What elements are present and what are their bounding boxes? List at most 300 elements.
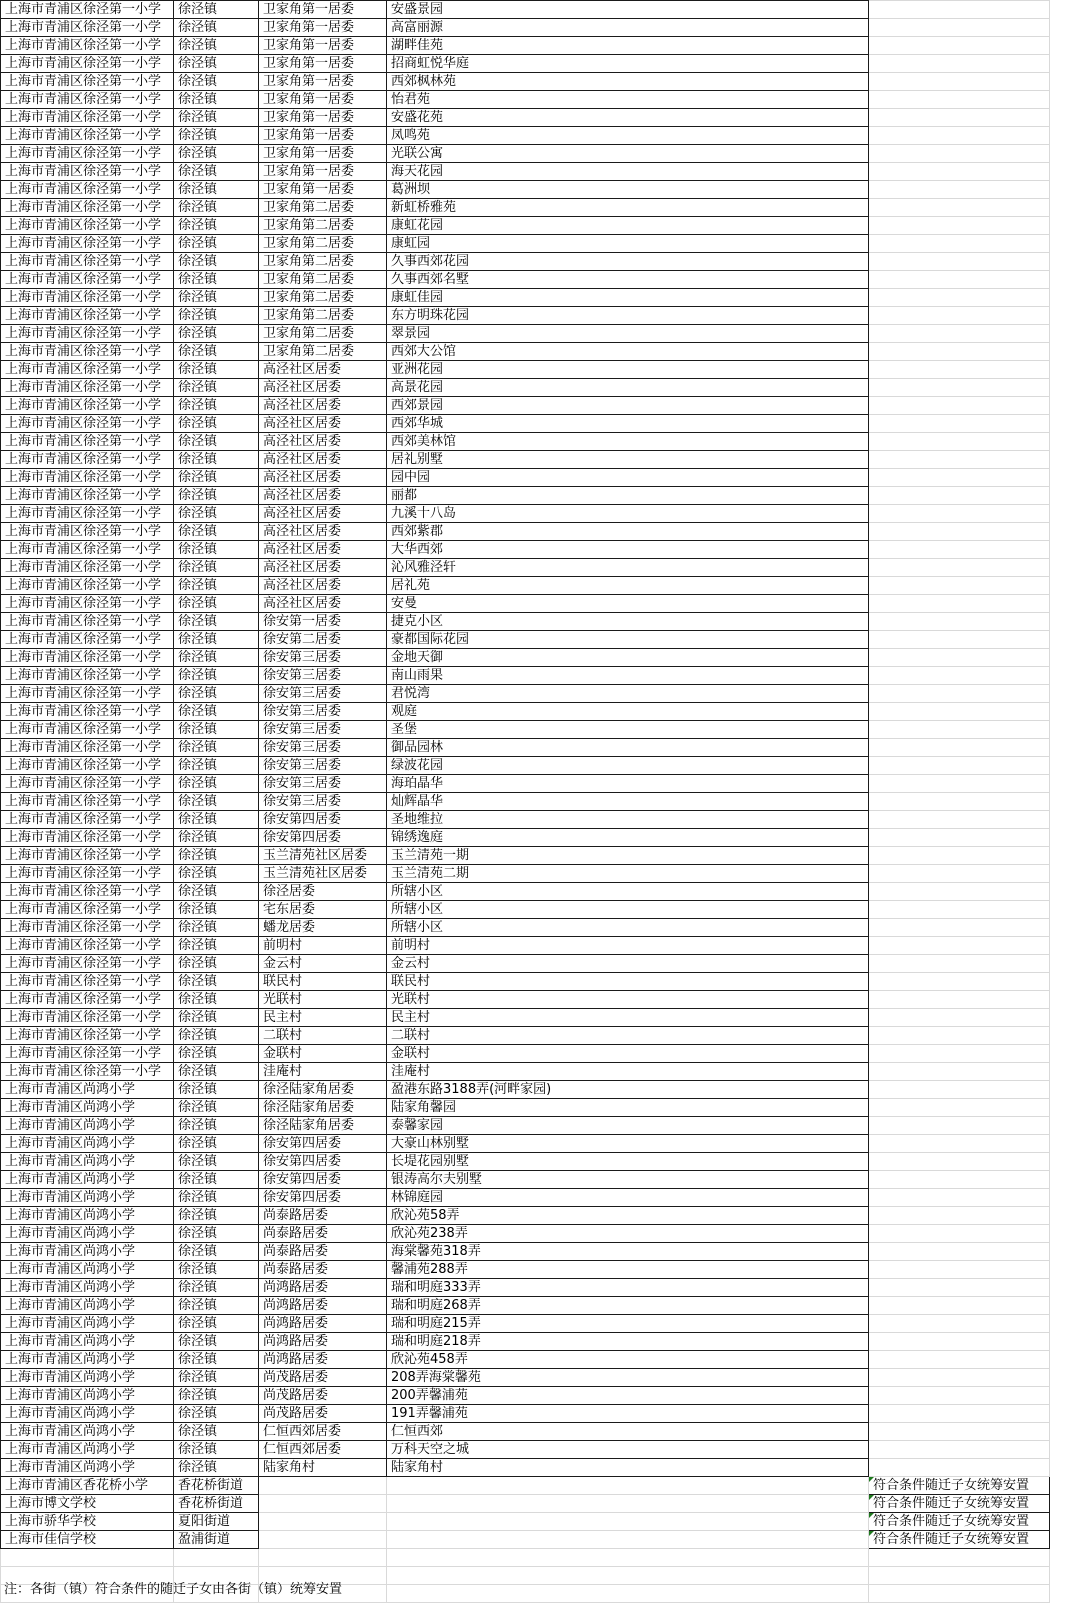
remark-cell[interactable] [869, 1279, 1050, 1297]
community-cell[interactable]: 观庭 [387, 703, 869, 721]
town-cell[interactable]: 徐泾镇 [174, 1081, 259, 1099]
school-cell[interactable]: 上海市青浦区徐泾第一小学 [1, 973, 174, 991]
remark-cell[interactable] [869, 559, 1050, 577]
town-cell[interactable]: 徐泾镇 [174, 577, 259, 595]
school-cell[interactable]: 上海市青浦区徐泾第一小学 [1, 253, 174, 271]
committee-cell[interactable]: 徐安第三居委 [259, 685, 387, 703]
school-cell[interactable]: 上海市青浦区尚鸿小学 [1, 1297, 174, 1315]
school-cell[interactable]: 上海市青浦区尚鸿小学 [1, 1099, 174, 1117]
committee-cell[interactable]: 仁恒西郊居委 [259, 1423, 387, 1441]
school-cell[interactable]: 上海市青浦区徐泾第一小学 [1, 703, 174, 721]
committee-cell[interactable]: 徐安第三居委 [259, 667, 387, 685]
school-cell[interactable]: 上海市青浦区尚鸿小学 [1, 1333, 174, 1351]
town-cell[interactable]: 徐泾镇 [174, 1441, 259, 1459]
community-cell[interactable] [387, 1477, 869, 1495]
school-cell[interactable]: 上海市青浦区徐泾第一小学 [1, 469, 174, 487]
town-cell[interactable]: 徐泾镇 [174, 1027, 259, 1045]
community-cell[interactable]: 盈港东路3188弄(河畔家园) [387, 1081, 869, 1099]
town-cell[interactable]: 徐泾镇 [174, 1351, 259, 1369]
remark-cell[interactable] [869, 757, 1050, 775]
town-cell[interactable]: 徐泾镇 [174, 505, 259, 523]
empty-cell[interactable] [869, 1549, 1050, 1567]
community-cell[interactable]: 高富丽源 [387, 19, 869, 37]
remark-cell[interactable] [869, 991, 1050, 1009]
committee-cell[interactable]: 高泾社区居委 [259, 487, 387, 505]
remark-cell[interactable] [869, 91, 1050, 109]
school-cell[interactable]: 上海市青浦区徐泾第一小学 [1, 685, 174, 703]
remark-cell[interactable] [869, 325, 1050, 343]
school-cell[interactable]: 上海市青浦区徐泾第一小学 [1, 19, 174, 37]
remark-cell[interactable]: 符合条件随迁子女统筹安置 [869, 1477, 1050, 1495]
remark-cell[interactable] [869, 937, 1050, 955]
community-cell[interactable]: 洼庵村 [387, 1063, 869, 1081]
school-cell[interactable]: 上海市青浦区徐泾第一小学 [1, 613, 174, 631]
committee-cell[interactable]: 卫家角第一居委 [259, 127, 387, 145]
school-cell[interactable]: 上海市青浦区徐泾第一小学 [1, 217, 174, 235]
town-cell[interactable]: 徐泾镇 [174, 145, 259, 163]
committee-cell[interactable] [259, 1531, 387, 1549]
committee-cell[interactable]: 卫家角第一居委 [259, 1, 387, 19]
remark-cell[interactable] [869, 1171, 1050, 1189]
town-cell[interactable]: 徐泾镇 [174, 181, 259, 199]
school-cell[interactable]: 上海市青浦区徐泾第一小学 [1, 271, 174, 289]
town-cell[interactable]: 徐泾镇 [174, 253, 259, 271]
community-cell[interactable]: 海珀晶华 [387, 775, 869, 793]
community-cell[interactable]: 金地天御 [387, 649, 869, 667]
committee-cell[interactable]: 卫家角第二居委 [259, 199, 387, 217]
community-cell[interactable]: 亚洲花园 [387, 361, 869, 379]
committee-cell[interactable]: 徐安第三居委 [259, 649, 387, 667]
town-cell[interactable]: 徐泾镇 [174, 1243, 259, 1261]
committee-cell[interactable]: 卫家角第二居委 [259, 253, 387, 271]
remark-cell[interactable] [869, 451, 1050, 469]
town-cell[interactable]: 徐泾镇 [174, 703, 259, 721]
school-cell[interactable]: 上海市青浦区徐泾第一小学 [1, 451, 174, 469]
town-cell[interactable]: 徐泾镇 [174, 1171, 259, 1189]
school-cell[interactable]: 上海市青浦区徐泾第一小学 [1, 163, 174, 181]
remark-cell[interactable] [869, 631, 1050, 649]
community-cell[interactable]: 西郊大公馆 [387, 343, 869, 361]
committee-cell[interactable]: 尚茂路居委 [259, 1369, 387, 1387]
remark-cell[interactable] [869, 397, 1050, 415]
school-cell[interactable]: 上海市佳信学校 [1, 1531, 174, 1549]
town-cell[interactable]: 夏阳街道 [174, 1513, 259, 1531]
remark-cell[interactable]: 符合条件随迁子女统筹安置 [869, 1495, 1050, 1513]
community-cell[interactable]: 191弄馨浦苑 [387, 1405, 869, 1423]
town-cell[interactable]: 徐泾镇 [174, 541, 259, 559]
remark-cell[interactable] [869, 145, 1050, 163]
committee-cell[interactable]: 徐安第三居委 [259, 739, 387, 757]
school-cell[interactable]: 上海市青浦区徐泾第一小学 [1, 73, 174, 91]
town-cell[interactable]: 徐泾镇 [174, 217, 259, 235]
remark-cell[interactable] [869, 1009, 1050, 1027]
school-cell[interactable]: 上海市青浦区尚鸿小学 [1, 1135, 174, 1153]
empty-cell[interactable] [259, 1549, 387, 1567]
town-cell[interactable]: 徐泾镇 [174, 271, 259, 289]
remark-cell[interactable] [869, 1423, 1050, 1441]
committee-cell[interactable]: 徐安第四居委 [259, 1153, 387, 1171]
remark-cell[interactable] [869, 1243, 1050, 1261]
community-cell[interactable]: 凤鸣苑 [387, 127, 869, 145]
town-cell[interactable]: 徐泾镇 [174, 1405, 259, 1423]
remark-cell[interactable] [869, 595, 1050, 613]
community-cell[interactable]: 沁风雅泾轩 [387, 559, 869, 577]
remark-cell[interactable] [869, 343, 1050, 361]
remark-cell[interactable] [869, 919, 1050, 937]
remark-cell[interactable] [869, 1207, 1050, 1225]
remark-cell[interactable] [869, 1315, 1050, 1333]
remark-cell[interactable] [869, 235, 1050, 253]
town-cell[interactable]: 徐泾镇 [174, 1099, 259, 1117]
town-cell[interactable]: 徐泾镇 [174, 685, 259, 703]
town-cell[interactable]: 徐泾镇 [174, 361, 259, 379]
town-cell[interactable]: 徐泾镇 [174, 559, 259, 577]
community-cell[interactable]: 玉兰清苑一期 [387, 847, 869, 865]
empty-cell[interactable] [869, 1585, 1050, 1603]
school-cell[interactable]: 上海市青浦区徐泾第一小学 [1, 541, 174, 559]
school-cell[interactable]: 上海市青浦区徐泾第一小学 [1, 847, 174, 865]
town-cell[interactable]: 徐泾镇 [174, 1117, 259, 1135]
town-cell[interactable]: 徐泾镇 [174, 595, 259, 613]
community-cell[interactable]: 安曼 [387, 595, 869, 613]
community-cell[interactable]: 康虹花园 [387, 217, 869, 235]
school-cell[interactable]: 上海市青浦区尚鸿小学 [1, 1189, 174, 1207]
committee-cell[interactable]: 光联村 [259, 991, 387, 1009]
remark-cell[interactable] [869, 1135, 1050, 1153]
committee-cell[interactable]: 尚泰路居委 [259, 1261, 387, 1279]
committee-cell[interactable]: 卫家角第二居委 [259, 235, 387, 253]
committee-cell[interactable]: 徐安第四居委 [259, 1135, 387, 1153]
committee-cell[interactable]: 民主村 [259, 1009, 387, 1027]
remark-cell[interactable]: 符合条件随迁子女统筹安置 [869, 1531, 1050, 1549]
remark-cell[interactable] [869, 1297, 1050, 1315]
committee-cell[interactable]: 徐安第三居委 [259, 793, 387, 811]
remark-cell[interactable] [869, 289, 1050, 307]
town-cell[interactable]: 香花桥街道 [174, 1477, 259, 1495]
town-cell[interactable]: 徐泾镇 [174, 1189, 259, 1207]
committee-cell[interactable]: 高泾社区居委 [259, 595, 387, 613]
remark-cell[interactable] [869, 865, 1050, 883]
town-cell[interactable]: 徐泾镇 [174, 883, 259, 901]
remark-cell[interactable] [869, 883, 1050, 901]
remark-cell[interactable] [869, 1405, 1050, 1423]
school-cell[interactable]: 上海市青浦区尚鸿小学 [1, 1171, 174, 1189]
town-cell[interactable]: 徐泾镇 [174, 613, 259, 631]
committee-cell[interactable]: 洼庵村 [259, 1063, 387, 1081]
town-cell[interactable]: 徐泾镇 [174, 919, 259, 937]
school-cell[interactable]: 上海市青浦区徐泾第一小学 [1, 937, 174, 955]
committee-cell[interactable]: 二联村 [259, 1027, 387, 1045]
school-cell[interactable]: 上海市青浦区徐泾第一小学 [1, 145, 174, 163]
remark-cell[interactable] [869, 1117, 1050, 1135]
school-cell[interactable]: 上海市青浦区尚鸿小学 [1, 1351, 174, 1369]
school-cell[interactable]: 上海市青浦区尚鸿小学 [1, 1153, 174, 1171]
town-cell[interactable]: 徐泾镇 [174, 901, 259, 919]
town-cell[interactable]: 徐泾镇 [174, 991, 259, 1009]
committee-cell[interactable]: 尚泰路居委 [259, 1243, 387, 1261]
school-cell[interactable]: 上海市青浦区尚鸿小学 [1, 1441, 174, 1459]
remark-cell[interactable] [869, 901, 1050, 919]
community-cell[interactable]: 泰馨家园 [387, 1117, 869, 1135]
school-cell[interactable]: 上海市青浦区徐泾第一小学 [1, 487, 174, 505]
remark-cell[interactable] [869, 379, 1050, 397]
remark-cell[interactable] [869, 19, 1050, 37]
school-cell[interactable]: 上海市青浦区徐泾第一小学 [1, 109, 174, 127]
committee-cell[interactable]: 金云村 [259, 955, 387, 973]
school-cell[interactable]: 上海市青浦区徐泾第一小学 [1, 415, 174, 433]
community-cell[interactable]: 大华西郊 [387, 541, 869, 559]
town-cell[interactable]: 徐泾镇 [174, 955, 259, 973]
community-cell[interactable]: 安盛花苑 [387, 109, 869, 127]
committee-cell[interactable]: 高泾社区居委 [259, 397, 387, 415]
committee-cell[interactable]: 徐安第四居委 [259, 829, 387, 847]
school-cell[interactable]: 上海市青浦区徐泾第一小学 [1, 289, 174, 307]
town-cell[interactable]: 徐泾镇 [174, 667, 259, 685]
committee-cell[interactable]: 尚鸿路居委 [259, 1351, 387, 1369]
committee-cell[interactable]: 高泾社区居委 [259, 577, 387, 595]
community-cell[interactable]: 海天花园 [387, 163, 869, 181]
town-cell[interactable]: 徐泾镇 [174, 451, 259, 469]
community-cell[interactable]: 圣堡 [387, 721, 869, 739]
community-cell[interactable]: 翠景园 [387, 325, 869, 343]
remark-cell[interactable] [869, 109, 1050, 127]
town-cell[interactable]: 徐泾镇 [174, 1459, 259, 1477]
community-cell[interactable]: 所辖小区 [387, 883, 869, 901]
school-cell[interactable]: 上海市青浦区尚鸿小学 [1, 1369, 174, 1387]
community-cell[interactable]: 金联村 [387, 1045, 869, 1063]
town-cell[interactable]: 徐泾镇 [174, 649, 259, 667]
remark-cell[interactable]: 符合条件随迁子女统筹安置 [869, 1513, 1050, 1531]
town-cell[interactable]: 徐泾镇 [174, 487, 259, 505]
committee-cell[interactable]: 高泾社区居委 [259, 379, 387, 397]
remark-cell[interactable] [869, 127, 1050, 145]
town-cell[interactable]: 徐泾镇 [174, 109, 259, 127]
town-cell[interactable]: 徐泾镇 [174, 847, 259, 865]
empty-cell[interactable] [869, 1567, 1050, 1585]
school-cell[interactable]: 上海市青浦区尚鸿小学 [1, 1261, 174, 1279]
town-cell[interactable]: 徐泾镇 [174, 73, 259, 91]
remark-cell[interactable] [869, 37, 1050, 55]
committee-cell[interactable]: 高泾社区居委 [259, 559, 387, 577]
school-cell[interactable]: 上海市青浦区徐泾第一小学 [1, 811, 174, 829]
remark-cell[interactable] [869, 1369, 1050, 1387]
school-cell[interactable]: 上海市博文学校 [1, 1495, 174, 1513]
town-cell[interactable]: 徐泾镇 [174, 1045, 259, 1063]
community-cell[interactable]: 所辖小区 [387, 901, 869, 919]
town-cell[interactable]: 徐泾镇 [174, 1261, 259, 1279]
remark-cell[interactable] [869, 613, 1050, 631]
town-cell[interactable]: 徐泾镇 [174, 1315, 259, 1333]
community-cell[interactable]: 园中园 [387, 469, 869, 487]
school-cell[interactable]: 上海市青浦区徐泾第一小学 [1, 325, 174, 343]
committee-cell[interactable]: 卫家角第二居委 [259, 325, 387, 343]
remark-cell[interactable] [869, 1261, 1050, 1279]
town-cell[interactable]: 徐泾镇 [174, 1423, 259, 1441]
committee-cell[interactable]: 徐安第三居委 [259, 721, 387, 739]
town-cell[interactable]: 徐泾镇 [174, 235, 259, 253]
town-cell[interactable]: 徐泾镇 [174, 37, 259, 55]
remark-cell[interactable] [869, 739, 1050, 757]
empty-cell[interactable] [387, 1585, 869, 1603]
remark-cell[interactable] [869, 793, 1050, 811]
committee-cell[interactable] [259, 1495, 387, 1513]
town-cell[interactable]: 徐泾镇 [174, 469, 259, 487]
school-cell[interactable]: 上海市青浦区徐泾第一小学 [1, 829, 174, 847]
empty-cell[interactable] [1, 1549, 174, 1567]
remark-cell[interactable] [869, 73, 1050, 91]
remark-cell[interactable] [869, 271, 1050, 289]
committee-cell[interactable]: 徐安第一居委 [259, 613, 387, 631]
remark-cell[interactable] [869, 847, 1050, 865]
community-cell[interactable] [387, 1513, 869, 1531]
remark-cell[interactable] [869, 1063, 1050, 1081]
school-cell[interactable]: 上海市青浦区徐泾第一小学 [1, 631, 174, 649]
committee-cell[interactable] [259, 1513, 387, 1531]
school-cell[interactable]: 上海市青浦区徐泾第一小学 [1, 721, 174, 739]
town-cell[interactable]: 徐泾镇 [174, 1225, 259, 1243]
committee-cell[interactable]: 卫家角第一居委 [259, 145, 387, 163]
community-cell[interactable]: 银涛高尔夫别墅 [387, 1171, 869, 1189]
school-cell[interactable]: 上海市青浦区徐泾第一小学 [1, 397, 174, 415]
town-cell[interactable]: 徐泾镇 [174, 1387, 259, 1405]
school-cell[interactable]: 上海市青浦区徐泾第一小学 [1, 1063, 174, 1081]
community-cell[interactable] [387, 1531, 869, 1549]
community-cell[interactable]: 联民村 [387, 973, 869, 991]
remark-cell[interactable] [869, 199, 1050, 217]
committee-cell[interactable]: 徐安第三居委 [259, 703, 387, 721]
community-cell[interactable]: 康虹园 [387, 235, 869, 253]
school-cell[interactable]: 上海市青浦区徐泾第一小学 [1, 793, 174, 811]
town-cell[interactable]: 徐泾镇 [174, 1009, 259, 1027]
school-cell[interactable]: 上海市青浦区徐泾第一小学 [1, 595, 174, 613]
school-cell[interactable]: 上海市青浦区徐泾第一小学 [1, 739, 174, 757]
community-cell[interactable]: 西郊枫林苑 [387, 73, 869, 91]
committee-cell[interactable]: 徐安第四居委 [259, 811, 387, 829]
community-cell[interactable]: 瑞和明庭215弄 [387, 1315, 869, 1333]
community-cell[interactable]: 怡君苑 [387, 91, 869, 109]
committee-cell[interactable]: 尚茂路居委 [259, 1387, 387, 1405]
committee-cell[interactable]: 玉兰清苑社区居委 [259, 847, 387, 865]
remark-cell[interactable] [869, 1441, 1050, 1459]
committee-cell[interactable]: 徐安第四居委 [259, 1171, 387, 1189]
committee-cell[interactable]: 陆家角村 [259, 1459, 387, 1477]
community-cell[interactable]: 君悦湾 [387, 685, 869, 703]
community-cell[interactable]: 御品园林 [387, 739, 869, 757]
remark-cell[interactable] [869, 667, 1050, 685]
remark-cell[interactable] [869, 703, 1050, 721]
community-cell[interactable]: 招商虹悦华庭 [387, 55, 869, 73]
town-cell[interactable]: 徐泾镇 [174, 1333, 259, 1351]
school-cell[interactable]: 上海市青浦区徐泾第一小学 [1, 577, 174, 595]
town-cell[interactable]: 徐泾镇 [174, 415, 259, 433]
remark-cell[interactable] [869, 1351, 1050, 1369]
town-cell[interactable]: 徐泾镇 [174, 721, 259, 739]
remark-cell[interactable] [869, 811, 1050, 829]
remark-cell[interactable] [869, 577, 1050, 595]
community-cell[interactable]: 南山雨果 [387, 667, 869, 685]
committee-cell[interactable]: 尚泰路居委 [259, 1207, 387, 1225]
remark-cell[interactable] [869, 1, 1050, 19]
school-cell[interactable]: 上海市青浦区尚鸿小学 [1, 1225, 174, 1243]
committee-cell[interactable]: 徐泾陆家角居委 [259, 1117, 387, 1135]
town-cell[interactable]: 徐泾镇 [174, 289, 259, 307]
town-cell[interactable]: 徐泾镇 [174, 1297, 259, 1315]
school-cell[interactable]: 上海市青浦区徐泾第一小学 [1, 955, 174, 973]
community-cell[interactable]: 民主村 [387, 1009, 869, 1027]
town-cell[interactable]: 徐泾镇 [174, 1, 259, 19]
committee-cell[interactable]: 高泾社区居委 [259, 361, 387, 379]
community-cell[interactable]: 光联公寓 [387, 145, 869, 163]
school-cell[interactable]: 上海市青浦区徐泾第一小学 [1, 55, 174, 73]
remark-cell[interactable] [869, 1333, 1050, 1351]
community-cell[interactable]: 康虹佳园 [387, 289, 869, 307]
community-cell[interactable]: 陆家角村 [387, 1459, 869, 1477]
empty-cell[interactable] [387, 1567, 869, 1585]
remark-cell[interactable] [869, 1081, 1050, 1099]
remark-cell[interactable] [869, 1189, 1050, 1207]
remark-cell[interactable] [869, 433, 1050, 451]
town-cell[interactable]: 徐泾镇 [174, 775, 259, 793]
school-cell[interactable]: 上海市青浦区尚鸿小学 [1, 1279, 174, 1297]
town-cell[interactable]: 徐泾镇 [174, 397, 259, 415]
town-cell[interactable]: 徐泾镇 [174, 163, 259, 181]
community-cell[interactable]: 瑞和明庭333弄 [387, 1279, 869, 1297]
committee-cell[interactable]: 卫家角第一居委 [259, 163, 387, 181]
remark-cell[interactable] [869, 541, 1050, 559]
committee-cell[interactable]: 卫家角第一居委 [259, 181, 387, 199]
community-cell[interactable]: 金云村 [387, 955, 869, 973]
town-cell[interactable]: 徐泾镇 [174, 91, 259, 109]
school-cell[interactable]: 上海市青浦区徐泾第一小学 [1, 379, 174, 397]
town-cell[interactable]: 徐泾镇 [174, 379, 259, 397]
remark-cell[interactable] [869, 487, 1050, 505]
committee-cell[interactable]: 前明村 [259, 937, 387, 955]
committee-cell[interactable]: 高泾社区居委 [259, 469, 387, 487]
committee-cell[interactable]: 徐安第三居委 [259, 757, 387, 775]
town-cell[interactable]: 徐泾镇 [174, 1369, 259, 1387]
town-cell[interactable]: 徐泾镇 [174, 829, 259, 847]
remark-cell[interactable] [869, 1153, 1050, 1171]
community-cell[interactable]: 前明村 [387, 937, 869, 955]
town-cell[interactable]: 香花桥街道 [174, 1495, 259, 1513]
committee-cell[interactable]: 卫家角第二居委 [259, 217, 387, 235]
committee-cell[interactable]: 尚茂路居委 [259, 1405, 387, 1423]
school-cell[interactable]: 上海市青浦区徐泾第一小学 [1, 343, 174, 361]
community-cell[interactable]: 林锦庭园 [387, 1189, 869, 1207]
school-cell[interactable]: 上海市青浦区徐泾第一小学 [1, 775, 174, 793]
committee-cell[interactable]: 卫家角第二居委 [259, 271, 387, 289]
committee-cell[interactable]: 尚鸿路居委 [259, 1279, 387, 1297]
committee-cell[interactable]: 仁恒西郊居委 [259, 1441, 387, 1459]
town-cell[interactable]: 徐泾镇 [174, 343, 259, 361]
school-cell[interactable]: 上海市青浦区徐泾第一小学 [1, 919, 174, 937]
town-cell[interactable]: 徐泾镇 [174, 55, 259, 73]
school-cell[interactable]: 上海市青浦区徐泾第一小学 [1, 181, 174, 199]
town-cell[interactable]: 徐泾镇 [174, 757, 259, 775]
community-cell[interactable]: 九溪十八岛 [387, 505, 869, 523]
community-cell[interactable]: 西郊美林馆 [387, 433, 869, 451]
community-cell[interactable]: 西郊景园 [387, 397, 869, 415]
committee-cell[interactable]: 徐泾陆家角居委 [259, 1099, 387, 1117]
school-cell[interactable]: 上海市青浦区尚鸿小学 [1, 1081, 174, 1099]
committee-cell[interactable]: 徐泾居委 [259, 883, 387, 901]
committee-cell[interactable]: 尚鸿路居委 [259, 1297, 387, 1315]
community-cell[interactable]: 瑞和明庭218弄 [387, 1333, 869, 1351]
community-cell[interactable]: 所辖小区 [387, 919, 869, 937]
school-cell[interactable]: 上海市青浦区尚鸿小学 [1, 1459, 174, 1477]
remark-cell[interactable] [869, 1045, 1050, 1063]
school-cell[interactable]: 上海市青浦区徐泾第一小学 [1, 559, 174, 577]
